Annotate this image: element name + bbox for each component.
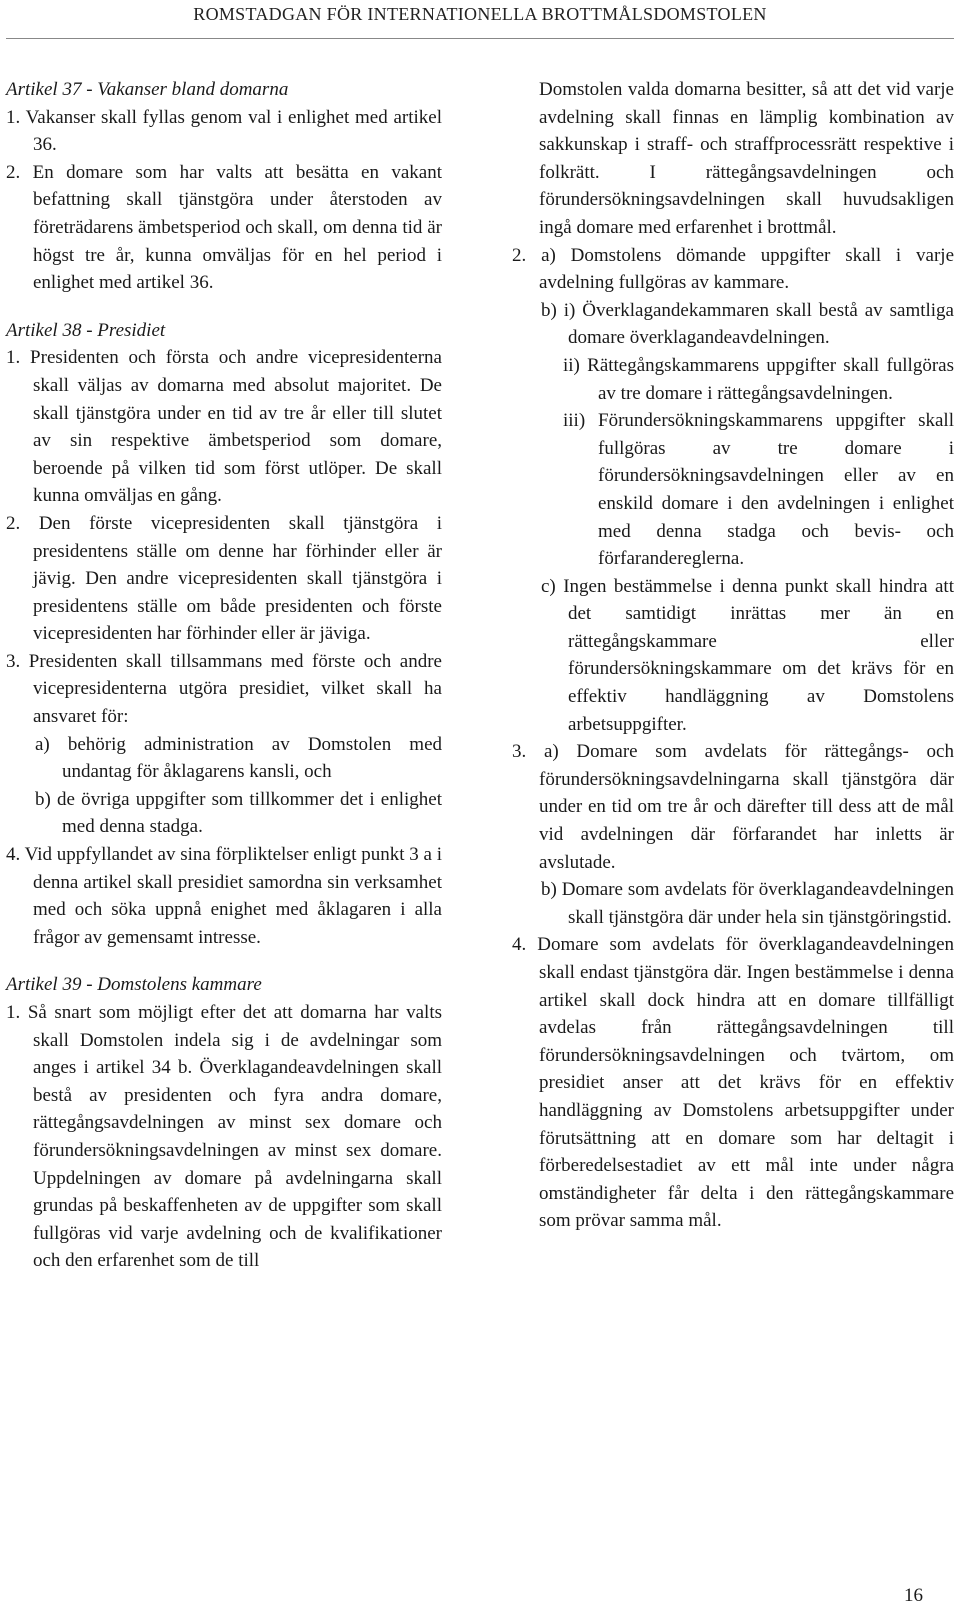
- article-38-paragraph-4: 4. Vid uppfyllandet av sina förpliktelser enligt punkt 3 a i denna artikel skall presidiet samordna sin verksamhet med och söka uppnå enighet med åklagaren i alla frågor av gemensamt intresse.: [6, 844, 442, 948]
- article-39-paragraph-2a: 2. a) Domstolens dömande uppgifter skall i varje avdelning fullgöras av kammare.: [512, 244, 954, 294]
- article-39-heading: Artikel 39 - Domstolens kammare: [6, 974, 262, 996]
- article-39-paragraph-2c: c) Ingen bestämmelse i denna punkt skall hindra att det samtidigt inrättas mer än en rättegångskammare eller förundersökningskammare om det krävs för en effektiv handläggning av Domstolens arbetsuppgifter.: [541, 575, 954, 735]
- spacer: [6, 297, 442, 317]
- article-38-paragraph-3a: a) behörig administration av Domstolen med undantag för åklagarens kansli, och: [35, 733, 442, 783]
- right-column: [512, 76, 954, 1235]
- article-38-paragraph-3: 3. Presidenten skall tillsammans med förste och andre vicepresidenterna utgöra presidiet, vilket skall ha ansvaret för:: [6, 650, 442, 728]
- article-39-paragraph-1: 1. Så snart som möjligt efter det att domarna har valts skall Domstolen indela sig i de avdelningar som anges i artikel 34 b. Överklagandeavdelningen skall bestå av presidenten och fyra andra domare, rättegångsavdelningen av minst sex domare och förundersökningsavdelningen av minst sex domare. Uppdelningen av domare på avdelningarna skall grundas på beskaffenheten av de uppgifter som skall fullgöras vid varje avdelning och de kvalifikationer och den erfarenhet som de till: [6, 1002, 442, 1272]
- article-39-paragraph-1-continued: Domstolen valda domarna besitter, så att det vid varje avdelning skall finnas en lämplig kombination av sakkunskap i straff- och straffprocessrätt respektive i folkrätt. I rättegångsavdelningen och förundersökningsavdelningen skall huvudsakligen ingå domare med erfarenhet i brottmål.: [539, 79, 954, 238]
- left-column: [6, 76, 442, 1275]
- running-header: ROMSTADGAN FÖR INTERNATIONELLA BROTTMÅLSDOMSTOLEN: [193, 4, 767, 24]
- article-39-paragraph-2b-iii: iii) Förundersökningskammarens uppgifter skall fullgöras av tre domare i förundersökningsavdelningen eller av en enskild domare i den avdelningen i enlighet med denna stadga och bevis- och förfarandereglerna.: [563, 410, 954, 570]
- article-38-paragraph-1: 1. Presidenten och första och andre vicepresidenterna skall väljas av domarna med absolut majoritet. De skall tjänstgöra under en tid av tre år eller till slutet av sin respektive ämbetsperiod som domare, beroende på vilken tid som först utlöper. De skall kunna omväljas en gång.: [6, 347, 442, 507]
- article-38-paragraph-3b: b) de övriga uppgifter som tillkommer det i enlighet med denna stadga.: [35, 788, 442, 838]
- article-37-paragraph-2: 2. En domare som har valts att besätta en vakant befattning skall tjänstgöra under återstoden av företrädarens ämbetsperiod och skall, om denna tid är högst tre år, kunna omväljas för en hel period i enlighet med artikel 36.: [6, 161, 442, 294]
- header-rule: [6, 38, 954, 39]
- article-38-heading: Artikel 38 - Presidiet: [6, 319, 166, 341]
- page-number: 16: [904, 1585, 923, 1606]
- article-37-paragraph-1: 1. Vakanser skall fyllas genom val i enlighet med artikel 36.: [6, 106, 442, 156]
- article-39-paragraph-2b-ii: ii) Rättegångskammarens uppgifter skall fullgöras av tre domare i rättegångsavdelningen.: [563, 354, 954, 404]
- article-37-heading: Artikel 37 - Vakanser bland domarna: [6, 79, 289, 100]
- article-39-paragraph-3b: b) Domare som avdelats för överklagandeavdelningen skall tjänstgöra där under hela sin tjänstgöringstid.: [541, 879, 954, 928]
- article-39-paragraph-2b-i: b) i) Överklagandekammaren skall bestå av samtliga domare överklagandeavdelningen.: [541, 299, 954, 349]
- article-38-paragraph-2: 2. Den förste vicepresidenten skall tjänstgöra i presidentens ställe om denne har förhinder eller är jävig. Den andre vicepresidenten skall tjänstgöra i presidentens ställe om både presidenten och förste vicepresidenten har förhinder eller är jäviga.: [6, 512, 442, 645]
- article-39-paragraph-3a: 3. a) Domare som avdelats för rättegångs- och förundersökningsavdelningarna skall tjänstgöra där under en tid om tre år och därefter till dess att de mål vid avdelningen där förfarandet har inletts är avslutade.: [512, 741, 954, 873]
- spacer: [6, 951, 442, 971]
- article-39-paragraph-4: 4. Domare som avdelats för överklagandeavdelningen skall endast tjänstgöra där. Ingen bestämmelse i denna artikel skall dock hindra att en domare tillfälligt avdelas från rättegångsavdelningen till förundersökningsavdelningen och tvärtom, om presidiet anser att det krävs för en effektiv handläggning av Domstolens arbetsuppgifter under förutsättning att en domare som har deltagit i förberedelsestadiet av ett mål inte under några omständigheter får delta i den rättegångskammare som prövar samma mål.: [512, 934, 954, 1232]
